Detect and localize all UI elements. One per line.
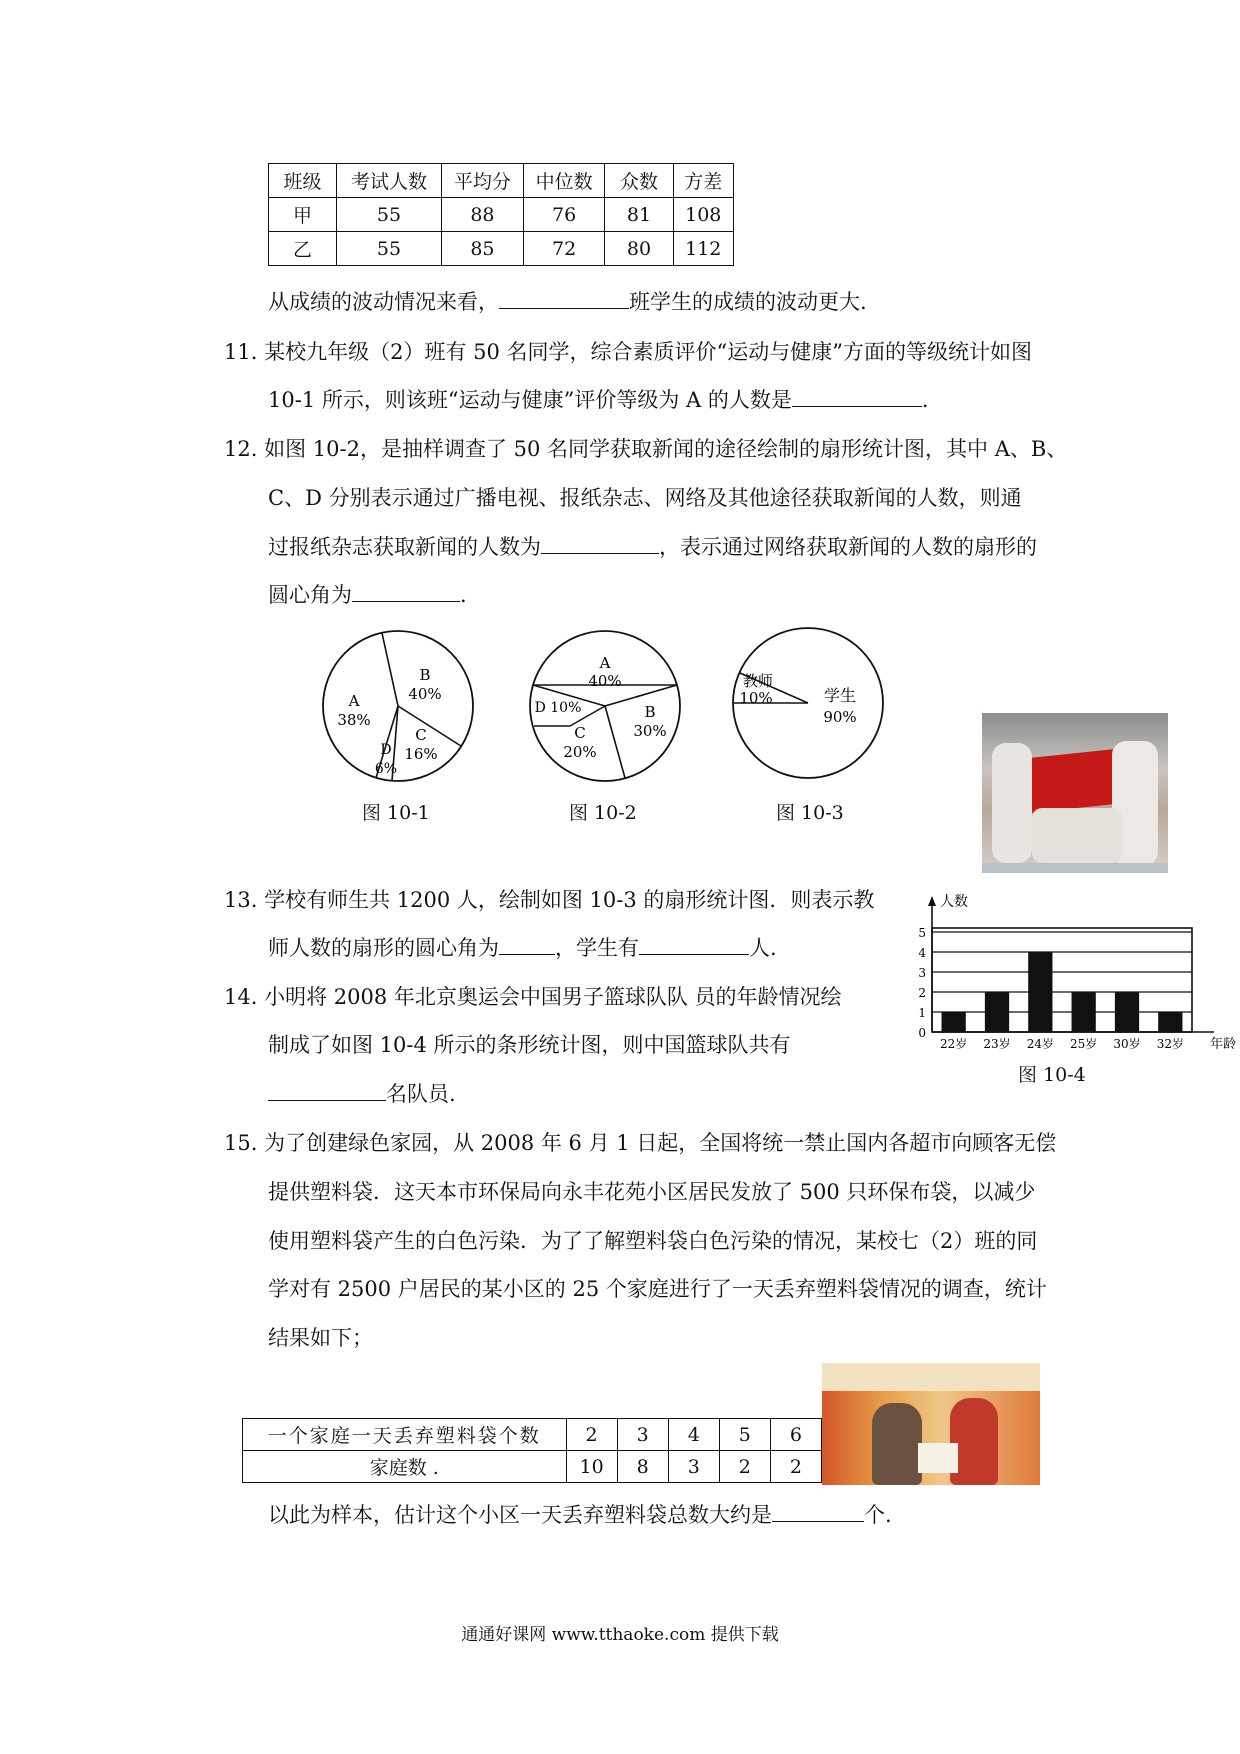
pie-chart-10-1 [323,631,473,781]
slice-label: D [380,742,392,758]
slice-pct: 20% [563,743,597,761]
q15-text: 结果如下； [268,1326,373,1350]
table-cell: 6 [770,1419,821,1451]
q14-text-end: 名队员. [386,1082,456,1106]
slice-label: A [348,692,360,710]
shelf-shape [822,1363,1040,1391]
table-cell: 2 [566,1419,617,1451]
bar [1028,952,1052,1032]
question-number: 14. [224,985,258,1009]
figure-caption: 图 10-3 [776,802,844,824]
q11-line1 [224,337,1032,367]
q13-text: 学校有师生共 1200 人，绘制如图 10-3 的扇形统计图．则表示教 [264,888,875,912]
page-footer: 通通好课网 www.tthaoke.com 提供下载 [461,1625,779,1645]
table-cell: 3 [668,1451,719,1483]
bar-chart-plot [918,893,1236,1052]
y-tick-label: 2 [918,986,926,1000]
table-cell: 乙 [269,232,337,266]
table-cell: 甲 [269,198,337,232]
table-row [269,232,734,266]
q15-text: 为了创建绿色家园，从 2008 年 6 月 1 日起，全国将统一禁止国内各超市向顾客无偿 [264,1131,1057,1155]
figure-caption: 图 10-1 [362,802,430,824]
basketball-team-photo [982,713,1168,873]
q14-text: 制成了如图 10-4 所示的条形统计图，则中国篮球队共有 [268,1033,791,1057]
table-cell: 81 [605,198,673,232]
q11-text: 10-1 所示，则该班“运动与健康”评价等级为 A 的人数是 [268,388,792,412]
player-shape [1032,808,1122,863]
x-tick-label: 24岁 [1026,1037,1054,1051]
table-header: 众数 [605,164,673,198]
table-cell: 72 [523,232,605,266]
answer-blank[interactable] [499,934,555,955]
q10-tail [268,287,867,317]
table-cell: 55 [336,232,441,266]
plot-frame [932,928,1192,1032]
q12-text: 如图 10-2，是抽样调查了 50 名同学获取新闻的途径绘制的扇形统计图，其中 A、B、 [264,437,1068,461]
q13-text: ，学生有 [555,936,639,960]
y-tick-label: 0 [918,1026,926,1040]
q12-line2 [268,483,1022,513]
q15-tail [268,1500,892,1530]
supermarket-photo [822,1363,1040,1485]
q15-text: 以此为样本，估计这个小区一天丢弃塑料袋总数大约是 [268,1503,772,1527]
slice-pct: 10% [739,689,773,707]
table-cell: 4 [668,1419,719,1451]
table-header: 中位数 [523,164,605,198]
q13-text-end: 人. [749,936,777,960]
table-cell: 2 [719,1451,770,1483]
table-cell: 80 [605,232,673,266]
table-cell: 2 [770,1451,821,1483]
table-row [243,1419,822,1451]
q15-text-end: 个. [864,1503,892,1527]
table-cell: 76 [523,198,605,232]
y-axis-label: 人数 [940,894,968,910]
slice-pct: 30% [633,722,667,740]
question-number: 11. [224,340,258,364]
y-tick-label: 5 [918,926,926,940]
slice-label: D 10% [534,700,582,716]
table-header: 平均分 [442,164,524,198]
answer-blank[interactable] [772,1501,864,1522]
customer-shape [872,1403,922,1485]
pie-chart-10-3 [733,628,883,778]
q15-text: 提供塑料袋．这天本市环保局向永丰花苑小区居民发放了 500 只环保布袋，以减少 [268,1180,1036,1204]
slice-label: C [574,724,586,742]
table-row-label: 家庭数 . [243,1451,567,1483]
q14-line2 [268,1030,791,1060]
slice-label: C [415,726,427,744]
bar [942,1012,966,1032]
table-cell: 112 [673,232,734,266]
answer-blank[interactable] [499,288,629,309]
bar [1158,1012,1182,1032]
slice-pct: 40% [588,672,622,690]
q12-text: C、D 分别表示通过广播电视、报纸杂志、网络及其他途径获取新闻的人数，则通 [268,486,1022,510]
q15-line3 [268,1226,1037,1256]
slice-label: 教师 [742,672,774,690]
table-cell: 88 [442,198,524,232]
slice-label: B [644,703,656,721]
x-tick-label: 22岁 [940,1037,968,1051]
bar-chart-10-4 [898,892,1237,1052]
x-tick-label: 25岁 [1070,1037,1098,1051]
figure-caption: 图 10-2 [569,802,637,824]
q11-line2 [268,385,929,415]
x-axis-label: 年龄 [1210,1037,1237,1052]
table-header: 考试人数 [336,164,441,198]
player-shape [992,743,1032,863]
score-table [268,163,734,266]
slice-pct: 6% [374,761,398,777]
q12-line4 [268,580,467,610]
table-cell: 10 [566,1451,617,1483]
q13-text: 师人数的扇形的圆心角为 [268,936,499,960]
table-cell: 8 [617,1451,668,1483]
slice-label: 学生 [823,686,857,705]
table-row [243,1451,822,1483]
q15-line5 [268,1323,373,1353]
slice-pct: 40% [408,685,442,703]
q12-text: 过报纸杂志获取新闻的人数为 [268,535,541,559]
answer-blank[interactable] [792,386,922,407]
x-tick-label: 30岁 [1113,1037,1141,1051]
q11-text-end: . [921,388,929,412]
q15-line4 [268,1274,1047,1304]
figure-caption: 图 10-4 [1018,1064,1086,1086]
slice-label: A [599,654,611,672]
bar [985,992,1009,1032]
answer-blank[interactable] [639,934,749,955]
q14-line3 [268,1079,456,1109]
q12-text: ，表示通过网络获取新闻的人数的扇形的 [659,535,1037,559]
pie-chart-10-2 [530,631,680,781]
table-header: 班级 [269,164,337,198]
table-cell: 3 [617,1419,668,1451]
bag-shape [918,1443,958,1473]
q12-line1 [224,434,1067,464]
q15-text: 学对有 2500 户居民的某小区的 25 个家庭进行了一天丢弃塑料袋情况的调查，统计 [268,1277,1047,1301]
table-row [269,198,734,232]
y-tick-label: 4 [918,946,926,960]
q11-text: 某校九年级（2）班有 50 名同学，综合素质评价“运动与健康”方面的等级统计如图 [264,340,1032,364]
q15-line2 [268,1177,1035,1207]
slice-label: B [419,666,431,684]
court-shape [982,863,1168,873]
answer-blank[interactable] [352,581,460,602]
y-axis-arrow [928,896,936,906]
question-number: 12. [224,437,258,461]
q13-line1 [224,885,874,915]
table-cell: 85 [442,232,524,266]
x-tick-label: 32岁 [1156,1037,1184,1051]
q12-line3 [268,532,1037,562]
slice-pct: 38% [337,711,371,729]
bar [1115,992,1139,1032]
answer-blank[interactable] [541,533,659,554]
q12-text: 圆心角为 [268,583,352,607]
table-row-label: 一个家庭一天丢弃塑料袋个数 [243,1419,567,1451]
slice-pct: 16% [404,745,438,763]
plastic-bag-table [242,1418,822,1483]
q14-line1 [224,982,842,1012]
slice-pct: 90% [823,708,857,726]
q10-text: 从成绩的波动情况来看， [268,290,499,314]
table-cell: 55 [336,198,441,232]
y-tick-label: 1 [918,1006,926,1020]
q13-line2 [268,933,777,963]
question-number: 15. [224,1131,258,1155]
q12-text-end: . [460,583,467,607]
y-tick-label: 3 [918,966,926,980]
table-cell: 5 [719,1419,770,1451]
q15-line1 [224,1128,1056,1158]
answer-blank[interactable] [268,1080,386,1101]
q15-text: 使用塑料袋产生的白色污染．为了了解塑料袋白色污染的情况，某校七（2）班的同 [268,1229,1038,1253]
table-cell: 108 [673,198,734,232]
bar [1072,992,1096,1032]
q10-text-end: 班学生的成绩的波动更大. [629,290,867,314]
table-header: 方差 [673,164,734,198]
x-tick-label: 23岁 [983,1037,1011,1051]
question-number: 13. [224,888,258,912]
q14-text: 小明将 2008 年北京奥运会中国男子篮球队队 员的年龄情况绘 [264,985,842,1009]
